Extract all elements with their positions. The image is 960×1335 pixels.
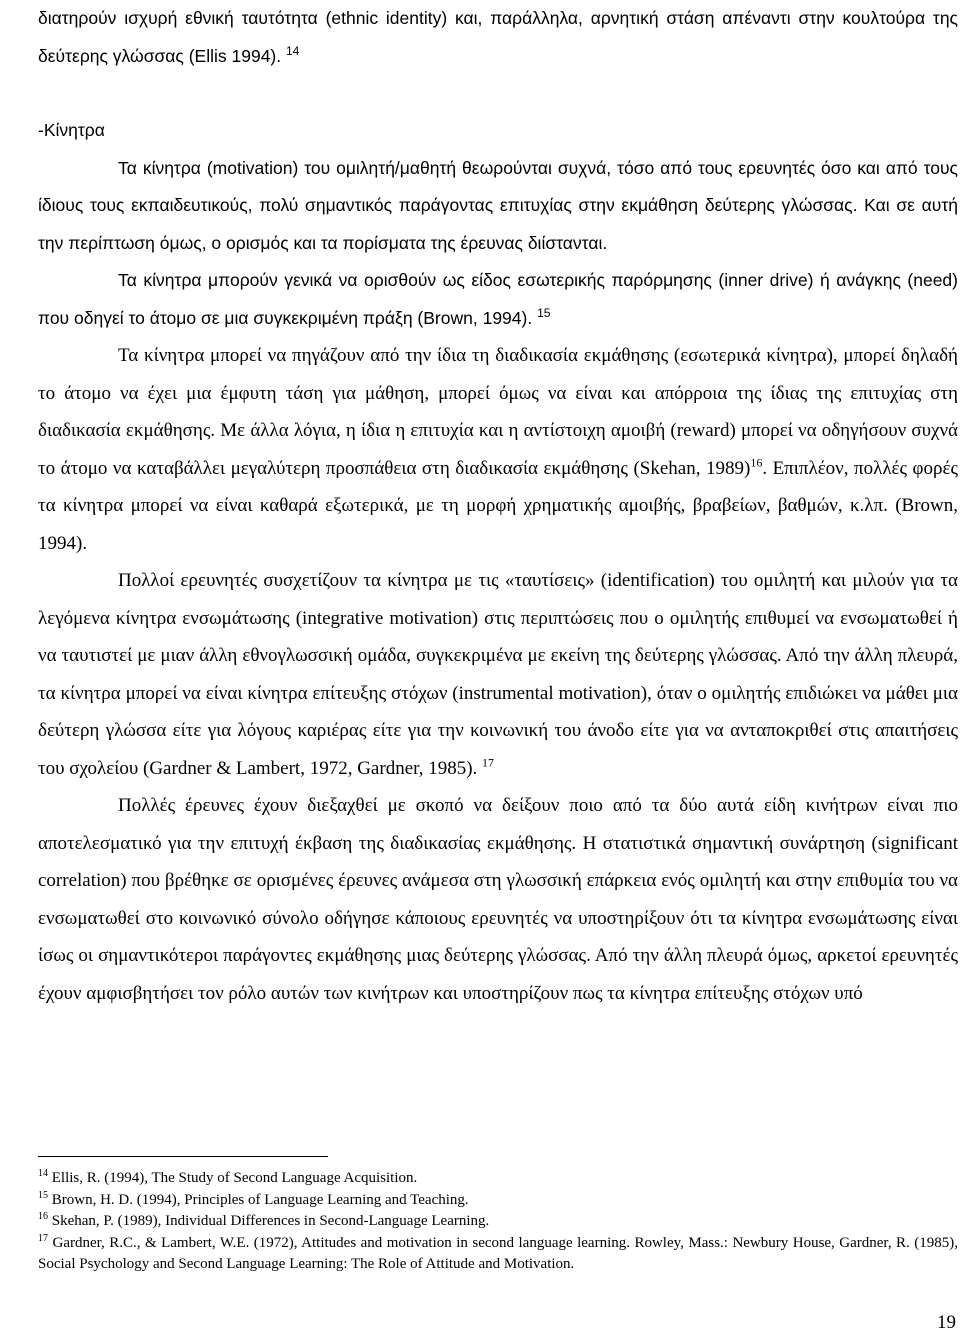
paragraph-continuation [38,0,958,75]
paragraph-text: Τα κίνητρα μπορούν γενικά να ορισθούν ως είδος εσωτερικής παρόρμησης (inner drive) ή ανάγκης (need) που οδηγεί το άτομο σε μια συγκεκριμένη πράξη (Brown, 1994). [38,270,958,328]
footnote-text: Ellis, R. (1994), The Study of Second Language Acquisition. [51,1170,418,1186]
footnote-item [38,1168,958,1190]
footnote-ref: 14 [286,43,300,58]
footnote-separator [38,1156,328,1157]
page-number: 19 [937,1312,956,1333]
paragraph-text: Πολλές έρευνες έχουν διεξαχθεί με σκοπό να δείξουν ποιο από τα δύο αυτά είδη κινήτρων είναι πιο αποτελεσματικό για την επιτυχή έκβαση της διαδικασίας εκμάθησης. Η στατιστικά σημαντική συνάρτηση (significant correlation) που βρέθηκε σε ορισμένες έρευνες ανάμεσα στη γλωσσική επάρκεια ενός ομιλητή και στην επιθυμία του να ενσωματωθεί στο κοινωνικό σύνολο οδήγησε κάποιους ερευνητές να υποστηρίξουν ότι τα κίνητρα ενσωμάτωσης είναι ίσως οι σημαντικότεροι παράγοντες εκμάθησης μιας δεύτερης γλώσσας. Από την άλλη πλευρά όμως, αρκετοί ερευνητές έχουν αμφισβητήσει τον ρόλο αυτών των κινήτρων και υποστηρίζουν πως τα κίνητρα επίτευξης στόχων υπό [38,795,958,1004]
section-heading: -Κίνητρα [38,120,105,140]
footnote-text: Brown, H. D. (1994), Principles of Language Learning and Teaching. [51,1191,469,1208]
paragraph-integrative-instrumental [38,562,958,787]
paragraph-text: Τα κίνητρα (motivation) του ομιλητή/μαθητή θεωρούνται συχνά, τόσο από τους ερευνητές όσο και από τους ίδιους τους εκπαιδευτικούς, πολύ σημαντικός παράγοντας επιτυχίας στην εκμάθηση δεύτερης γλώσσας. [38,157,958,215]
footnote-ref: 15 [537,305,551,320]
body-text [38,0,958,1012]
paragraph-text: διατηρούν ισχυρή εθνική ταυτότητα (ethnic identity) και, παράλληλα, αρνητική στάση απέναντι στην κουλτούρα της δεύτερης γλώσσας (Ellis 1994). [38,8,958,66]
footnote-text: Skehan, P. (1989), Individual Differences in Second-Language Learning. [51,1213,490,1229]
paragraph-text: Με άλλα λόγια, η ίδια η επιτυχία και η αντίστοιχη αμοιβή (reward) μπορεί να οδηγήσουν συχνά το άτομο να καταβάλλει μεγαλύτερη προσπάθεια στη διαδικασία εκμάθησης (Skehan, 1989) [38,420,958,479]
paragraph-text: Πολλοί ερευνητές συσχετίζουν τα κίνητρα με τις «ταυτίσεις» (identification) του ομιλητή και μιλούν για τα λεγόμενα κίνητρα ενσωμάτωσης (integrative motivation) στις περιπτώσεις που ο ομιλητής επιθυμεί να ενσωματωθεί ή να ταυτιστεί με μιαν άλλη εθνογλωσσική ομάδα, συγκεκριμένα με εκείνη της δεύτερης γλώσσας. Από την άλλη πλευρά, τα κίνητρα μπορεί να είναι κίνητρα επίτευξης στόχων (instrumental motivation), όταν ο ομιλητής επιδιώκει να μάθει μια δεύτερη γλώσσα είτε για λόγους καριέρας είτε για την κοινωνική του άνοδο είτε για να ανταποκριθεί στις απαιτήσεις του σχολείου (Gardner & Lambert, 1972, Gardner, 1985). [38,570,958,779]
footnote-ref: 16 [750,455,763,470]
paragraph-motivation-definition [38,262,958,337]
paragraph-motivation-intro [38,150,958,263]
paragraph-text: Τα κίνητρα μπορεί να πηγάζουν από την ίδια τη διαδικασία εκμάθησης (εσωτερικά κίνητρα), μπορεί δηλαδή το άτομο να έχει μια έμφυτη τάση για μάθηση, μπορεί όμως να είναι και απόρροια της ίδιας της επιτυχίας στη διαδικασία εκμάθησης. [38,345,958,441]
paragraph-research [38,787,958,1012]
footnote-text: Gardner, R.C., & Lambert, W.E. (1972), Attitudes and motivation in second language learning. Rowley, Mass.: Newbury House, Gardner, R. (1985), Social Psychology and Second Language Learning: The Role of Attitude and Motivation. [38,1234,959,1272]
paragraph-text: . Επιπλέον, πολλές φορές τα κίνητρα μπορεί να είναι καθαρά εξωτερικά, με τη μορφή χρηματικής αμοιβής, βραβείων, βαθμών, κ.λπ. (Brown, 1994). [38,457,958,554]
footnote-ref: 17 [482,755,495,770]
footnote-number: 16 [38,1211,48,1222]
footnote-item [38,1211,958,1233]
footnotes [38,1168,958,1276]
footnote-number: 17 [38,1232,48,1244]
paragraph-motivation-sources [38,337,958,562]
footnote-number: 15 [38,1189,48,1201]
footnote-item [38,1190,958,1212]
paragraph-text: Και σε αυτή την περίπτωση όμως, ο ορισμός και τα πορίσματα της έρευνας διίστανται. [38,195,958,253]
footnote-number: 14 [38,1168,48,1179]
footnote-item [38,1233,958,1276]
